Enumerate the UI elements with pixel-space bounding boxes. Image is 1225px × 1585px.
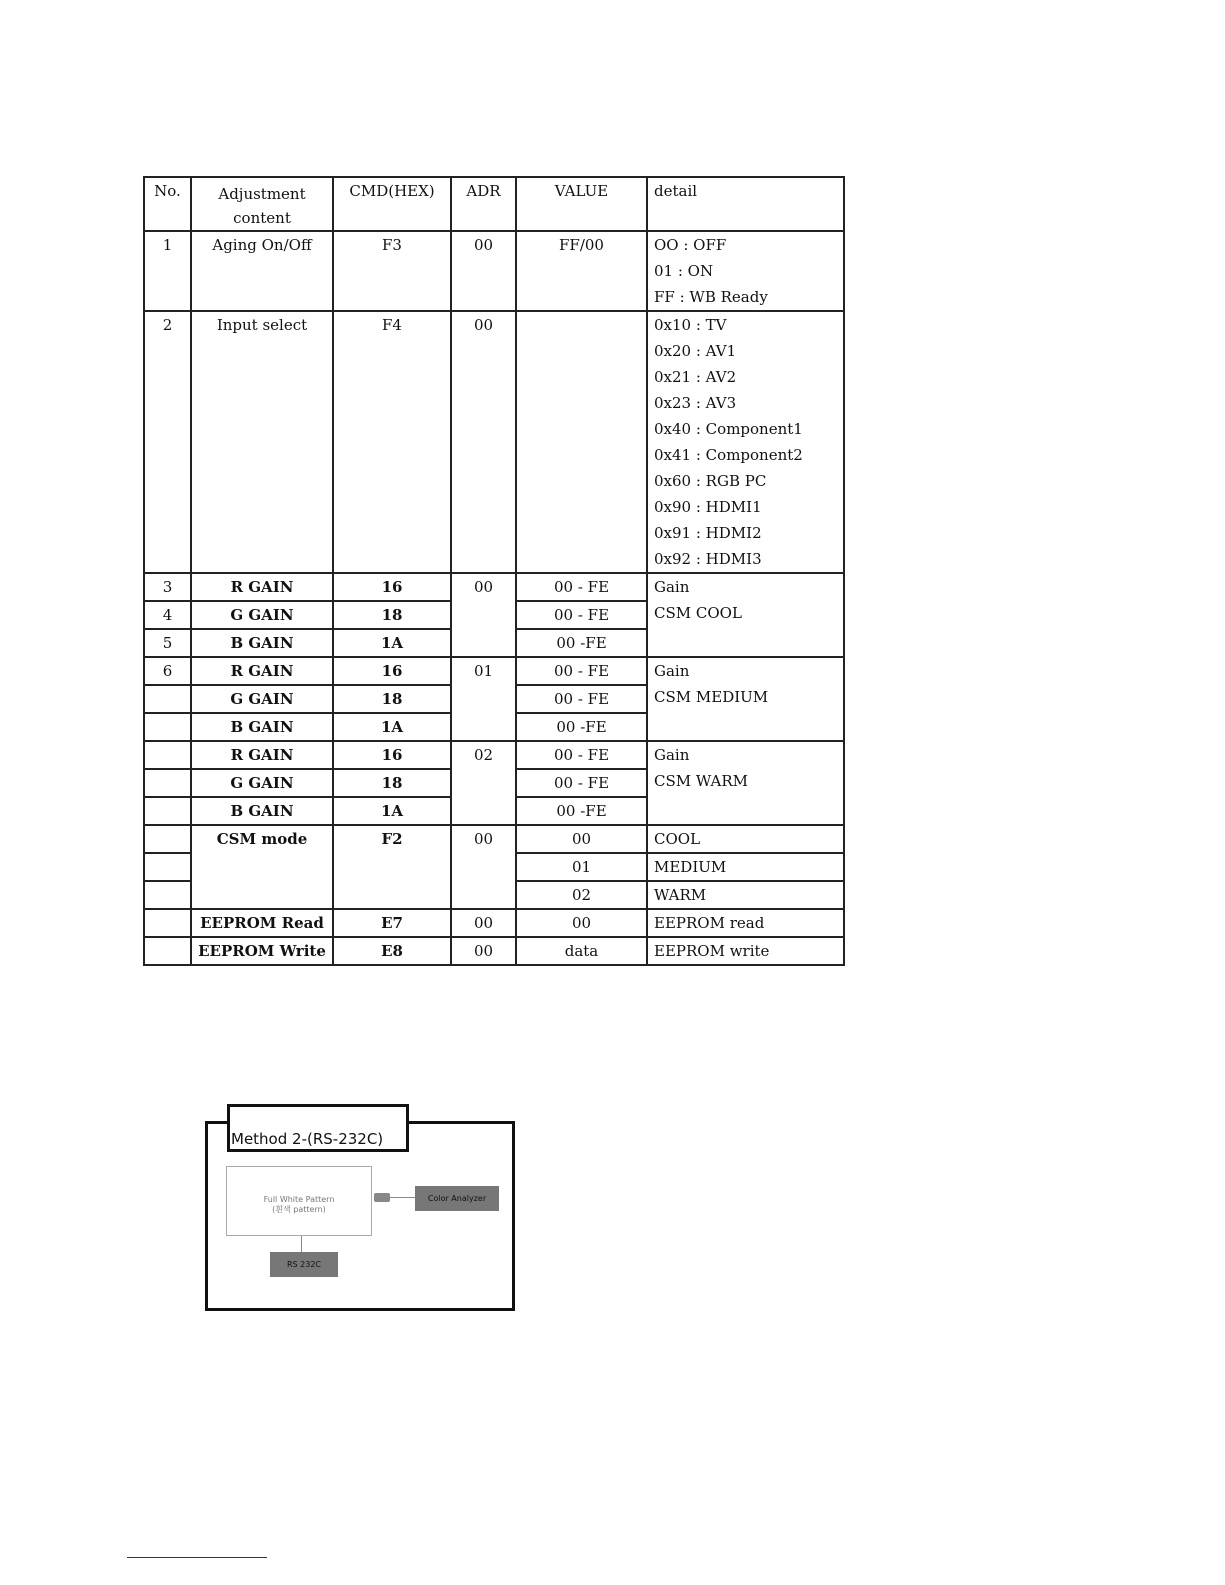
row-adr: 02 [451, 741, 516, 825]
row-value: 00 -FE [516, 629, 647, 657]
row-cmd: 16 [333, 657, 451, 685]
detail-line: OO : OFF [654, 236, 727, 254]
row-cmd: 16 [333, 741, 451, 769]
screen-label-line2: (흰색 pattern) [272, 1205, 326, 1214]
row-detail [647, 657, 844, 741]
detail-line: 0x41 : Component2 [654, 446, 803, 464]
row-detail [647, 573, 844, 657]
header-adjustment: Adjustment content [191, 177, 333, 231]
detail-line: 0x23 : AV3 [654, 394, 737, 412]
probe-icon [374, 1193, 390, 1202]
row-detail [647, 311, 844, 573]
row-detail: EEPROM read [647, 909, 844, 937]
detail-line: 0x40 : Component1 [654, 420, 803, 438]
row-detail [647, 231, 844, 311]
row-cmd: 1A [333, 713, 451, 741]
row-adjustment: G GAIN [191, 769, 333, 797]
detail-line: 0x20 : AV1 [654, 342, 737, 360]
row-detail [647, 741, 844, 825]
row-adr: 01 [451, 657, 516, 741]
table-row [144, 741, 844, 769]
row-cmd: 18 [333, 601, 451, 629]
row-value: 00 - FE [516, 769, 647, 797]
row-no [144, 797, 191, 825]
row-cmd: E7 [333, 909, 451, 937]
detail-line: 01 : ON [654, 262, 714, 280]
row-value: 02 [516, 881, 647, 909]
row-adjustment: CSM mode [191, 825, 333, 909]
row-detail: EEPROM write [647, 937, 844, 965]
detail-line: 0x91 : HDMI2 [654, 524, 762, 542]
row-no: 6 [144, 657, 191, 685]
row-no [144, 937, 191, 965]
color-analyzer-box: Color Analyzer [415, 1186, 499, 1211]
row-cmd: 1A [333, 797, 451, 825]
header-value: VALUE [516, 177, 647, 231]
detail-line: 0x90 : HDMI1 [654, 498, 762, 516]
row-value: 00 - FE [516, 601, 647, 629]
row-no: 3 [144, 573, 191, 601]
row-adr: 00 [451, 937, 516, 965]
row-value: 00 - FE [516, 657, 647, 685]
row-detail: MEDIUM [647, 853, 844, 881]
row-detail: COOL [647, 825, 844, 853]
row-no [144, 881, 191, 909]
header-adr: ADR [451, 177, 516, 231]
table-header-row [144, 177, 844, 231]
row-cmd: E8 [333, 937, 451, 965]
row-adjustment: G GAIN [191, 601, 333, 629]
row-no [144, 713, 191, 741]
rs232-connector-line [301, 1236, 302, 1252]
table-row [144, 657, 844, 685]
row-value: 00 - FE [516, 741, 647, 769]
detail-line: 0x60 : RGB PC [654, 472, 767, 490]
header-no: No. [144, 177, 191, 231]
row-value: 00 - FE [516, 573, 647, 601]
detail-line: Gain [654, 662, 690, 680]
row-adr: 00 [451, 311, 516, 573]
row-adjustment: B GAIN [191, 713, 333, 741]
table-row [144, 825, 844, 853]
row-adr: 00 [451, 909, 516, 937]
row-adjustment: B GAIN [191, 797, 333, 825]
header-cmd: CMD(HEX) [333, 177, 451, 231]
table-row [144, 311, 844, 573]
detail-line: CSM MEDIUM [654, 688, 769, 706]
row-no [144, 685, 191, 713]
row-no: 4 [144, 601, 191, 629]
row-no [144, 769, 191, 797]
full-white-pattern-screen [226, 1166, 372, 1236]
row-adr: 00 [451, 231, 516, 311]
row-value: FF/00 [516, 231, 647, 311]
row-value: 00 -FE [516, 713, 647, 741]
row-adjustment: G GAIN [191, 685, 333, 713]
method2-title: Method 2-(RS-232C) [231, 1130, 384, 1148]
row-cmd: F3 [333, 231, 451, 311]
row-value: 00 [516, 825, 647, 853]
row-no [144, 741, 191, 769]
detail-line: 0x10 : TV [654, 316, 727, 334]
row-no: 5 [144, 629, 191, 657]
row-adr: 00 [451, 573, 516, 657]
row-cmd: 1A [333, 629, 451, 657]
detail-line: 0x92 : HDMI3 [654, 550, 762, 568]
probe-connector-line [390, 1197, 415, 1198]
row-adjustment: Aging On/Off [191, 231, 333, 311]
row-value: 00 [516, 909, 647, 937]
row-cmd: 18 [333, 769, 451, 797]
command-table [143, 176, 845, 966]
detail-line: Gain [654, 578, 690, 596]
rs232-box: RS 232C [270, 1252, 338, 1277]
table-row [144, 231, 844, 311]
table-row [144, 573, 844, 601]
row-no: 2 [144, 311, 191, 573]
row-cmd: F2 [333, 825, 451, 909]
row-adjustment: Input select [191, 311, 333, 573]
header-detail: detail [647, 177, 844, 231]
detail-line: CSM COOL [654, 604, 742, 622]
row-adjustment: EEPROM Write [191, 937, 333, 965]
row-value: 01 [516, 853, 647, 881]
row-value: 00 -FE [516, 797, 647, 825]
row-cmd: 16 [333, 573, 451, 601]
row-value [516, 311, 647, 573]
screen-label-line1: Full White Pattern [263, 1195, 335, 1204]
row-adjustment: R GAIN [191, 657, 333, 685]
table-row [144, 937, 844, 965]
row-no [144, 825, 191, 853]
row-adjustment: B GAIN [191, 629, 333, 657]
row-no [144, 909, 191, 937]
row-no: 1 [144, 231, 191, 311]
row-detail: WARM [647, 881, 844, 909]
table-row [144, 909, 844, 937]
row-adjustment: R GAIN [191, 741, 333, 769]
row-value: data [516, 937, 647, 965]
detail-line: 0x21 : AV2 [654, 368, 737, 386]
row-cmd: F4 [333, 311, 451, 573]
row-value: 00 - FE [516, 685, 647, 713]
row-adjustment: R GAIN [191, 573, 333, 601]
row-adr: 00 [451, 825, 516, 909]
detail-line: FF : WB Ready [654, 288, 768, 306]
row-cmd: 18 [333, 685, 451, 713]
row-adjustment: EEPROM Read [191, 909, 333, 937]
detail-line: Gain [654, 746, 690, 764]
footnote-rule [127, 1557, 267, 1558]
row-no [144, 853, 191, 881]
detail-line: CSM WARM [654, 772, 749, 790]
